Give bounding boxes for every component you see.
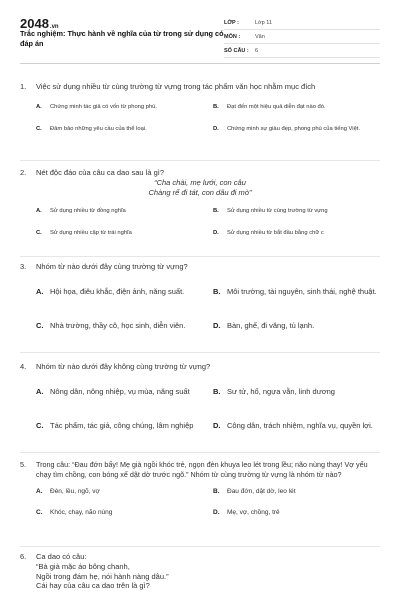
question-number: 6. [20,552,27,561]
option-b[interactable]: B. Đạt đến một hiệu quả diễn đạt nào đó. [213,104,326,110]
options-grid [20,378,380,440]
option-a[interactable]: A. Đèn, lều, ngõ, vợ [36,488,100,495]
option-c[interactable]: C. Đảm bảo những yêu cầu của thể loại. [36,126,147,132]
question-divider [20,546,380,547]
options-grid [20,278,380,340]
question-text: Nhóm từ nào dưới đây cùng trường từ vựng? [36,262,188,271]
question-number: 4. [20,362,27,371]
meta-info [224,16,380,58]
option-d[interactable]: D. Bàn, ghế, đi văng, tủ lạnh. [213,320,315,330]
question-4 [20,362,380,440]
option-b[interactable]: B. Đau đớn, dật dờ, leo lét [213,488,296,495]
option-d[interactable]: D. Mẹ, vợ, chồng, trẻ [213,509,280,516]
question-text: Việc sử dụng nhiều từ cùng trường từ vựng trong tác phẩm văn học nhằm mục đích [36,82,316,91]
option-c[interactable]: C. Khóc, chạy, não nùng [36,509,113,516]
quoted-poem: “Bà già mặc áo bông chanh, Ngồi trong đám hẹ, nói hành nàng dâu.” Cái hay của câu ca dao trên là gì? [36,562,169,590]
option-c[interactable]: C. Nhà trường, thầy cô, học sinh, diễn viên. [36,320,186,330]
options-grid [20,96,380,140]
question-divider [20,352,380,353]
header-divider [20,63,380,64]
question-text: Trong câu: “Đau đớn bấy! Mẹ già ngồi khóc trẻ, ngọn đèn khuya leo lét trong lều; não nùng thay! Vợ yếu chạy tìm chồng, con bóng xế dật dờ trước ngõ.” Nhóm từ cùng trường từ vựng là nhóm từ nào? [36,460,368,479]
option-b[interactable]: B. Sử dụng nhiều từ cùng trường từ vựng [213,208,328,214]
question-number: 2. [20,168,27,177]
option-b[interactable]: B. Sư tử, hổ, ngựa vằn, linh dương [213,386,335,396]
page-title: Trắc nghiệm: Thực hành về nghĩa của từ trong sử dụng có đáp án [20,29,224,48]
option-d[interactable]: D. Công dân, trách nhiệm, nghĩa vụ, quyền lợi. [213,420,373,430]
question-number: 5. [20,460,26,469]
option-a[interactable]: A. Sử dụng nhiều từ đồng nghĩa [36,208,126,214]
option-a[interactable]: A. Nông dân, nông nhiệp, vụ mùa, năng suất [36,386,190,396]
document-header [0,0,400,62]
question-number: 3. [20,262,27,271]
meta-row-count: SỐ CÂU : 6 [224,44,380,58]
options-grid [20,200,380,244]
question-3 [20,262,380,340]
option-a[interactable]: A. Chứng minh tác giả có vốn từ phong phú. [36,104,158,110]
question-5 [20,460,380,517]
question-2 [20,168,380,244]
meta-row-class: LỚP : Lớp 11 [224,16,380,30]
quoted-poem: “Cha chài, mẹ lưới, con câu Chàng rể đi tát, con dâu đi mò” [148,178,252,197]
question-text: Nhóm từ nào dưới đây không cùng trường từ vựng? [36,362,211,371]
question-divider [20,160,380,161]
question-text: Ca dao có câu: [36,552,87,561]
options-grid [20,487,380,517]
question-1 [20,82,380,140]
option-d[interactable]: D. Chứng minh sự giàu đẹp, phong phú của tiếng Việt. [213,126,361,132]
question-number: 1. [20,82,27,91]
site-logo[interactable]: 2048.vn [20,16,59,31]
option-b[interactable]: B. Môi trường, tài nguyên, sinh thái, nghệ thuật. [213,286,377,296]
meta-row-subject: MÔN : Văn [224,30,380,44]
option-c[interactable]: C. Sử dụng nhiều cặp từ trái nghĩa [36,230,132,236]
option-a[interactable]: A. Hội họa, điêu khắc, điện ảnh, năng suất. [36,286,185,296]
question-6 [20,552,380,591]
question-divider [20,256,380,257]
option-c[interactable]: C. Tác phẩm, tác giả, công chúng, lâm nghiệp [36,420,194,430]
option-d[interactable]: D. Sử dụng nhiều từ bắt đầu bằng chữ c [213,230,324,236]
question-text: Nét độc đáo của câu ca dao sau là gì? [36,168,165,177]
question-divider [20,452,380,453]
